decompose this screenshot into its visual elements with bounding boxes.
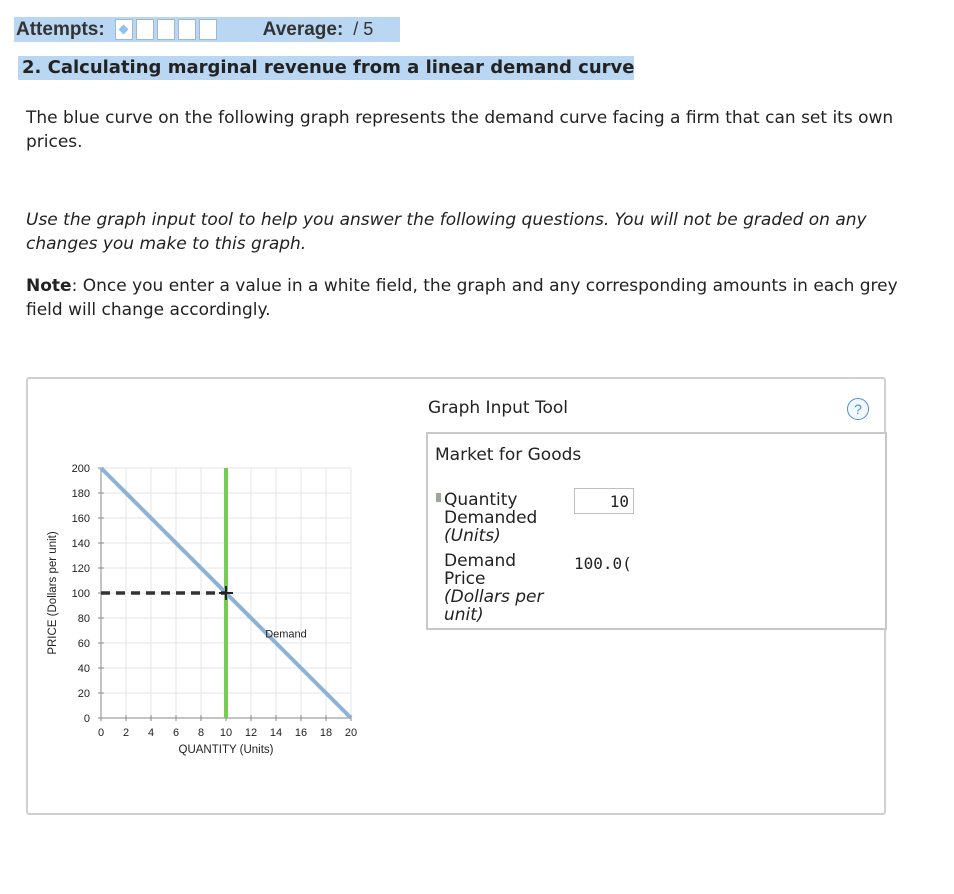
x-axis-title: QUANTITY (Units) <box>178 744 274 756</box>
graph-input-tool <box>426 432 887 630</box>
x-tick-label: 10 <box>219 727 233 739</box>
attempts-label: Attempts: <box>16 18 105 40</box>
attempts-bar <box>14 17 400 42</box>
y-axis-title: PRICE (Dollars per unit) <box>47 531 59 655</box>
x-tick-label: 6 <box>172 727 180 739</box>
quantity-demanded-input[interactable] <box>574 488 634 514</box>
x-tick-label: 12 <box>244 727 258 739</box>
demand-chart[interactable] <box>28 379 428 779</box>
x-tick-label: 14 <box>269 727 283 739</box>
attempt-dot-icon <box>119 25 129 35</box>
average-label: Average: <box>262 18 344 40</box>
x-tick-label: 20 <box>344 727 358 739</box>
price-label-line1: Demand <box>444 551 517 571</box>
field-marker-icon <box>436 493 441 502</box>
price-unit-line1: (Dollars per <box>444 587 544 607</box>
quantity-unit: (Units) <box>444 526 501 546</box>
y-tick-label: 140 <box>71 538 90 550</box>
quantity-label-line1: Quantity <box>444 490 518 510</box>
attempt-box <box>157 19 175 40</box>
attempt-box <box>115 19 133 40</box>
instructions-paragraph: Use the graph input tool to help you answer the following questions. You will not be graded on any changes you make to this graph. <box>26 210 867 254</box>
y-tick-label: 40 <box>77 663 90 675</box>
y-tick-label: 180 <box>71 488 90 500</box>
y-tick-label: 120 <box>71 563 90 575</box>
demand-price-value: 100.0( <box>574 554 632 573</box>
question-title: 2. Calculating marginal revenue from a linear demand curve <box>18 56 634 80</box>
price-unit-line2: unit) <box>444 605 484 625</box>
help-icon[interactable]: ? <box>847 398 869 420</box>
x-tick-label: 2 <box>122 727 130 739</box>
y-tick-label: 0 <box>83 713 90 725</box>
y-tick-label: 80 <box>77 613 90 625</box>
quantity-demanded-label <box>444 491 537 545</box>
price-label-line2: Price <box>444 569 486 589</box>
note-paragraph <box>26 274 926 322</box>
market-title: Market for Goods <box>435 445 582 465</box>
attempt-box <box>136 19 154 40</box>
x-tick-label: 0 <box>97 727 105 739</box>
note-text: : Once you enter a value in a white field, the graph and any corresponding amounts in each grey field will change accordingly. <box>26 276 898 320</box>
intro-paragraph: The blue curve on the following graph represents the demand curve facing a firm that can set its own prices. <box>26 108 894 152</box>
y-tick-label: 60 <box>77 638 90 650</box>
graph-input-tool-title: Graph Input Tool <box>428 398 568 418</box>
note-label: Note <box>26 276 72 296</box>
attempt-box <box>199 19 217 40</box>
y-tick-label: 100 <box>71 588 90 600</box>
y-tick-label: 200 <box>71 463 90 475</box>
x-tick-label: 18 <box>319 727 333 739</box>
x-tick-label: 8 <box>197 727 205 739</box>
attempt-indicators <box>115 19 220 40</box>
y-tick-label: 20 <box>77 688 90 700</box>
y-tick-label: 160 <box>71 513 90 525</box>
attempt-box <box>178 19 196 40</box>
quantity-label-line2: Demanded <box>444 508 538 528</box>
x-tick-label: 4 <box>147 727 155 739</box>
x-tick-label: 16 <box>294 727 308 739</box>
average-value: / 5 <box>353 19 374 39</box>
demand-price-label <box>444 552 543 624</box>
demand-curve-label: Demand <box>265 628 307 641</box>
